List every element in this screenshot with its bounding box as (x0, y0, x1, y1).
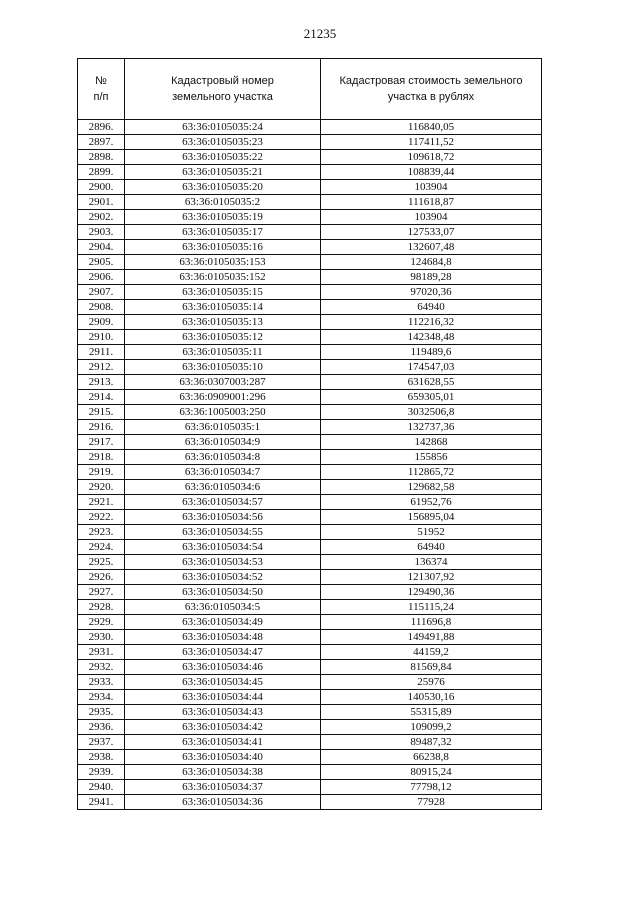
cell-cadastral-value: 77928 (321, 795, 542, 810)
table-row (78, 300, 542, 315)
cell-cadastral-number: 63:36:0105034:54 (125, 540, 321, 555)
table-row (78, 135, 542, 150)
cell-row-number: 2915. (78, 405, 125, 420)
cell-row-number: 2927. (78, 585, 125, 600)
cell-cadastral-value: 98189,28 (321, 270, 542, 285)
cell-cadastral-number: 63:36:0105034:36 (125, 795, 321, 810)
cell-row-number: 2938. (78, 750, 125, 765)
cell-row-number: 2914. (78, 390, 125, 405)
cell-cadastral-value: 25976 (321, 675, 542, 690)
cell-cadastral-value: 136374 (321, 555, 542, 570)
cell-row-number: 2940. (78, 780, 125, 795)
table-row (78, 255, 542, 270)
cell-cadastral-number: 63:36:0105035:24 (125, 120, 321, 135)
cell-row-number: 2903. (78, 225, 125, 240)
cell-cadastral-value: 132737,36 (321, 420, 542, 435)
cell-row-number: 2912. (78, 360, 125, 375)
cell-cadastral-number: 63:36:0105035:12 (125, 330, 321, 345)
header-row (78, 59, 542, 120)
cell-cadastral-value: 149491,88 (321, 630, 542, 645)
cell-cadastral-number: 63:36:0105035:19 (125, 210, 321, 225)
cell-row-number: 2902. (78, 210, 125, 225)
cell-cadastral-value: 124684,8 (321, 255, 542, 270)
table-row (78, 315, 542, 330)
page-number: 21235 (303, 26, 337, 41)
table-row (78, 120, 542, 135)
cell-cadastral-number: 63:36:0105034:53 (125, 555, 321, 570)
cell-cadastral-value: 140530,16 (321, 690, 542, 705)
table-row (78, 150, 542, 165)
cell-cadastral-value: 174547,03 (321, 360, 542, 375)
cell-cadastral-value: 103904 (321, 180, 542, 195)
cell-row-number: 2906. (78, 270, 125, 285)
cell-row-number: 2934. (78, 690, 125, 705)
header-row-number: № п/п (78, 59, 125, 120)
cell-row-number: 2936. (78, 720, 125, 735)
cell-row-number: 2928. (78, 600, 125, 615)
cell-row-number: 2939. (78, 765, 125, 780)
cell-cadastral-number: 63:36:0105035:15 (125, 285, 321, 300)
cell-cadastral-value: 659305,01 (321, 390, 542, 405)
cell-cadastral-value: 108839,44 (321, 165, 542, 180)
cell-row-number: 2907. (78, 285, 125, 300)
cell-cadastral-value: 3032506,8 (321, 405, 542, 420)
table-header (78, 59, 542, 120)
cell-row-number: 2937. (78, 735, 125, 750)
cell-cadastral-number: 63:36:0105034:38 (125, 765, 321, 780)
cell-cadastral-number: 63:36:0105035:153 (125, 255, 321, 270)
cell-cadastral-value: 112865,72 (321, 465, 542, 480)
cell-cadastral-number: 63:36:0105035:17 (125, 225, 321, 240)
table-row (78, 765, 542, 780)
table-row (78, 330, 542, 345)
cell-cadastral-value: 112216,32 (321, 315, 542, 330)
cell-cadastral-number: 63:36:1005003:250 (125, 405, 321, 420)
cadastral-value-table (77, 58, 542, 810)
table-row (78, 675, 542, 690)
cell-cadastral-number: 63:36:0105034:44 (125, 690, 321, 705)
table-row (78, 390, 542, 405)
cell-cadastral-number: 63:36:0105035:10 (125, 360, 321, 375)
cell-cadastral-number: 63:36:0105034:55 (125, 525, 321, 540)
cell-cadastral-number: 63:36:0105034:37 (125, 780, 321, 795)
cell-cadastral-number: 63:36:0105035:14 (125, 300, 321, 315)
table-row (78, 540, 542, 555)
table-row (78, 600, 542, 615)
table-row (78, 420, 542, 435)
cell-cadastral-value: 77798,12 (321, 780, 542, 795)
cell-cadastral-number: 63:36:0105034:5 (125, 600, 321, 615)
table-row (78, 690, 542, 705)
table-row (78, 630, 542, 645)
cell-row-number: 2922. (78, 510, 125, 525)
cell-cadastral-value: 155856 (321, 450, 542, 465)
cell-cadastral-value: 132607,48 (321, 240, 542, 255)
table-row (78, 375, 542, 390)
table-row (78, 660, 542, 675)
cell-row-number: 2933. (78, 675, 125, 690)
table-body (78, 120, 542, 810)
cell-cadastral-number: 63:36:0105035:1 (125, 420, 321, 435)
cell-row-number: 2905. (78, 255, 125, 270)
table-row (78, 720, 542, 735)
table-row (78, 405, 542, 420)
table-row (78, 480, 542, 495)
cell-row-number: 2913. (78, 375, 125, 390)
table-row (78, 705, 542, 720)
cell-row-number: 2926. (78, 570, 125, 585)
cell-cadastral-number: 63:36:0105034:48 (125, 630, 321, 645)
cell-cadastral-value: 81569,84 (321, 660, 542, 675)
cell-cadastral-value: 66238,8 (321, 750, 542, 765)
cell-cadastral-value: 115115,24 (321, 600, 542, 615)
table-row (78, 495, 542, 510)
cell-cadastral-number: 63:36:0105034:46 (125, 660, 321, 675)
cell-cadastral-number: 63:36:0105035:2 (125, 195, 321, 210)
cell-cadastral-value: 117411,52 (321, 135, 542, 150)
cell-cadastral-number: 63:36:0105034:47 (125, 645, 321, 660)
header-cadastral-value: Кадастровая стоимость земельного участка в рублях (321, 59, 542, 120)
table-row (78, 270, 542, 285)
cell-cadastral-number: 63:36:0105034:6 (125, 480, 321, 495)
cell-cadastral-number: 63:36:0105034:52 (125, 570, 321, 585)
cell-cadastral-value: 142348,48 (321, 330, 542, 345)
cell-cadastral-value: 116840,05 (321, 120, 542, 135)
cell-row-number: 2900. (78, 180, 125, 195)
cell-row-number: 2919. (78, 465, 125, 480)
cell-cadastral-value: 156895,04 (321, 510, 542, 525)
cell-cadastral-value: 121307,92 (321, 570, 542, 585)
table-row (78, 525, 542, 540)
cell-row-number: 2941. (78, 795, 125, 810)
cell-cadastral-number: 63:36:0105034:42 (125, 720, 321, 735)
table-row (78, 360, 542, 375)
cell-row-number: 2921. (78, 495, 125, 510)
table-row (78, 435, 542, 450)
cell-row-number: 2896. (78, 120, 125, 135)
table-row (78, 195, 542, 210)
cell-cadastral-value: 129490,36 (321, 585, 542, 600)
cell-row-number: 2929. (78, 615, 125, 630)
cell-row-number: 2930. (78, 630, 125, 645)
table-row (78, 510, 542, 525)
cell-cadastral-number: 63:36:0105034:43 (125, 705, 321, 720)
table-row (78, 165, 542, 180)
cell-row-number: 2935. (78, 705, 125, 720)
cell-row-number: 2904. (78, 240, 125, 255)
cell-cadastral-number: 63:36:0105034:9 (125, 435, 321, 450)
cell-cadastral-value: 80915,24 (321, 765, 542, 780)
cell-row-number: 2908. (78, 300, 125, 315)
cell-cadastral-value: 129682,58 (321, 480, 542, 495)
cell-row-number: 2901. (78, 195, 125, 210)
cell-cadastral-number: 63:36:0105035:152 (125, 270, 321, 285)
cell-cadastral-value: 103904 (321, 210, 542, 225)
cell-row-number: 2916. (78, 420, 125, 435)
cell-cadastral-value: 111696,8 (321, 615, 542, 630)
cell-cadastral-number: 63:36:0105034:49 (125, 615, 321, 630)
table-row (78, 240, 542, 255)
cell-cadastral-number: 63:36:0105034:56 (125, 510, 321, 525)
table-row (78, 210, 542, 225)
cell-cadastral-value: 119489,6 (321, 345, 542, 360)
table-row (78, 450, 542, 465)
cell-row-number: 2920. (78, 480, 125, 495)
cell-cadastral-number: 63:36:0307003:287 (125, 375, 321, 390)
cell-cadastral-value: 631628,55 (321, 375, 542, 390)
cell-cadastral-number: 63:36:0105034:45 (125, 675, 321, 690)
cell-cadastral-value: 64940 (321, 300, 542, 315)
cell-row-number: 2898. (78, 150, 125, 165)
cell-cadastral-number: 63:36:0105035:13 (125, 315, 321, 330)
cell-row-number: 2911. (78, 345, 125, 360)
cell-cadastral-number: 63:36:0105034:57 (125, 495, 321, 510)
table-row (78, 645, 542, 660)
cell-row-number: 2918. (78, 450, 125, 465)
cell-cadastral-value: 109099,2 (321, 720, 542, 735)
header-cadastral-number: Кадастровый номер земельного участка (125, 59, 321, 120)
cell-cadastral-value: 89487,32 (321, 735, 542, 750)
table-row (78, 285, 542, 300)
table-row (78, 735, 542, 750)
cell-row-number: 2899. (78, 165, 125, 180)
cell-row-number: 2924. (78, 540, 125, 555)
cell-cadastral-number: 63:36:0105034:8 (125, 450, 321, 465)
cell-cadastral-value: 44159,2 (321, 645, 542, 660)
cell-cadastral-value: 111618,87 (321, 195, 542, 210)
cell-cadastral-value: 127533,07 (321, 225, 542, 240)
cell-row-number: 2932. (78, 660, 125, 675)
table-row (78, 615, 542, 630)
cell-cadastral-value: 51952 (321, 525, 542, 540)
cell-cadastral-number: 63:36:0105034:7 (125, 465, 321, 480)
cell-cadastral-value: 64940 (321, 540, 542, 555)
cell-cadastral-number: 63:36:0105035:22 (125, 150, 321, 165)
table-row (78, 180, 542, 195)
cell-row-number: 2917. (78, 435, 125, 450)
table-row (78, 780, 542, 795)
cell-cadastral-number: 63:36:0909001:296 (125, 390, 321, 405)
table-row (78, 345, 542, 360)
cell-cadastral-number: 63:36:0105035:20 (125, 180, 321, 195)
cell-cadastral-number: 63:36:0105035:21 (125, 165, 321, 180)
cell-row-number: 2931. (78, 645, 125, 660)
cell-row-number: 2909. (78, 315, 125, 330)
cell-cadastral-value: 109618,72 (321, 150, 542, 165)
cell-cadastral-number: 63:36:0105034:50 (125, 585, 321, 600)
table-row (78, 225, 542, 240)
cell-cadastral-number: 63:36:0105034:41 (125, 735, 321, 750)
table-row (78, 750, 542, 765)
cell-row-number: 2923. (78, 525, 125, 540)
cell-cadastral-number: 63:36:0105035:23 (125, 135, 321, 150)
cell-cadastral-number: 63:36:0105034:40 (125, 750, 321, 765)
table-row (78, 585, 542, 600)
table-row (78, 570, 542, 585)
cell-cadastral-value: 97020,36 (321, 285, 542, 300)
table-row (78, 555, 542, 570)
table-row (78, 795, 542, 810)
table-row (78, 465, 542, 480)
cell-row-number: 2910. (78, 330, 125, 345)
cell-cadastral-value: 55315,89 (321, 705, 542, 720)
cell-row-number: 2897. (78, 135, 125, 150)
cell-cadastral-number: 63:36:0105035:11 (125, 345, 321, 360)
cell-cadastral-value: 61952,76 (321, 495, 542, 510)
cell-cadastral-value: 142868 (321, 435, 542, 450)
cell-row-number: 2925. (78, 555, 125, 570)
cell-cadastral-number: 63:36:0105035:16 (125, 240, 321, 255)
